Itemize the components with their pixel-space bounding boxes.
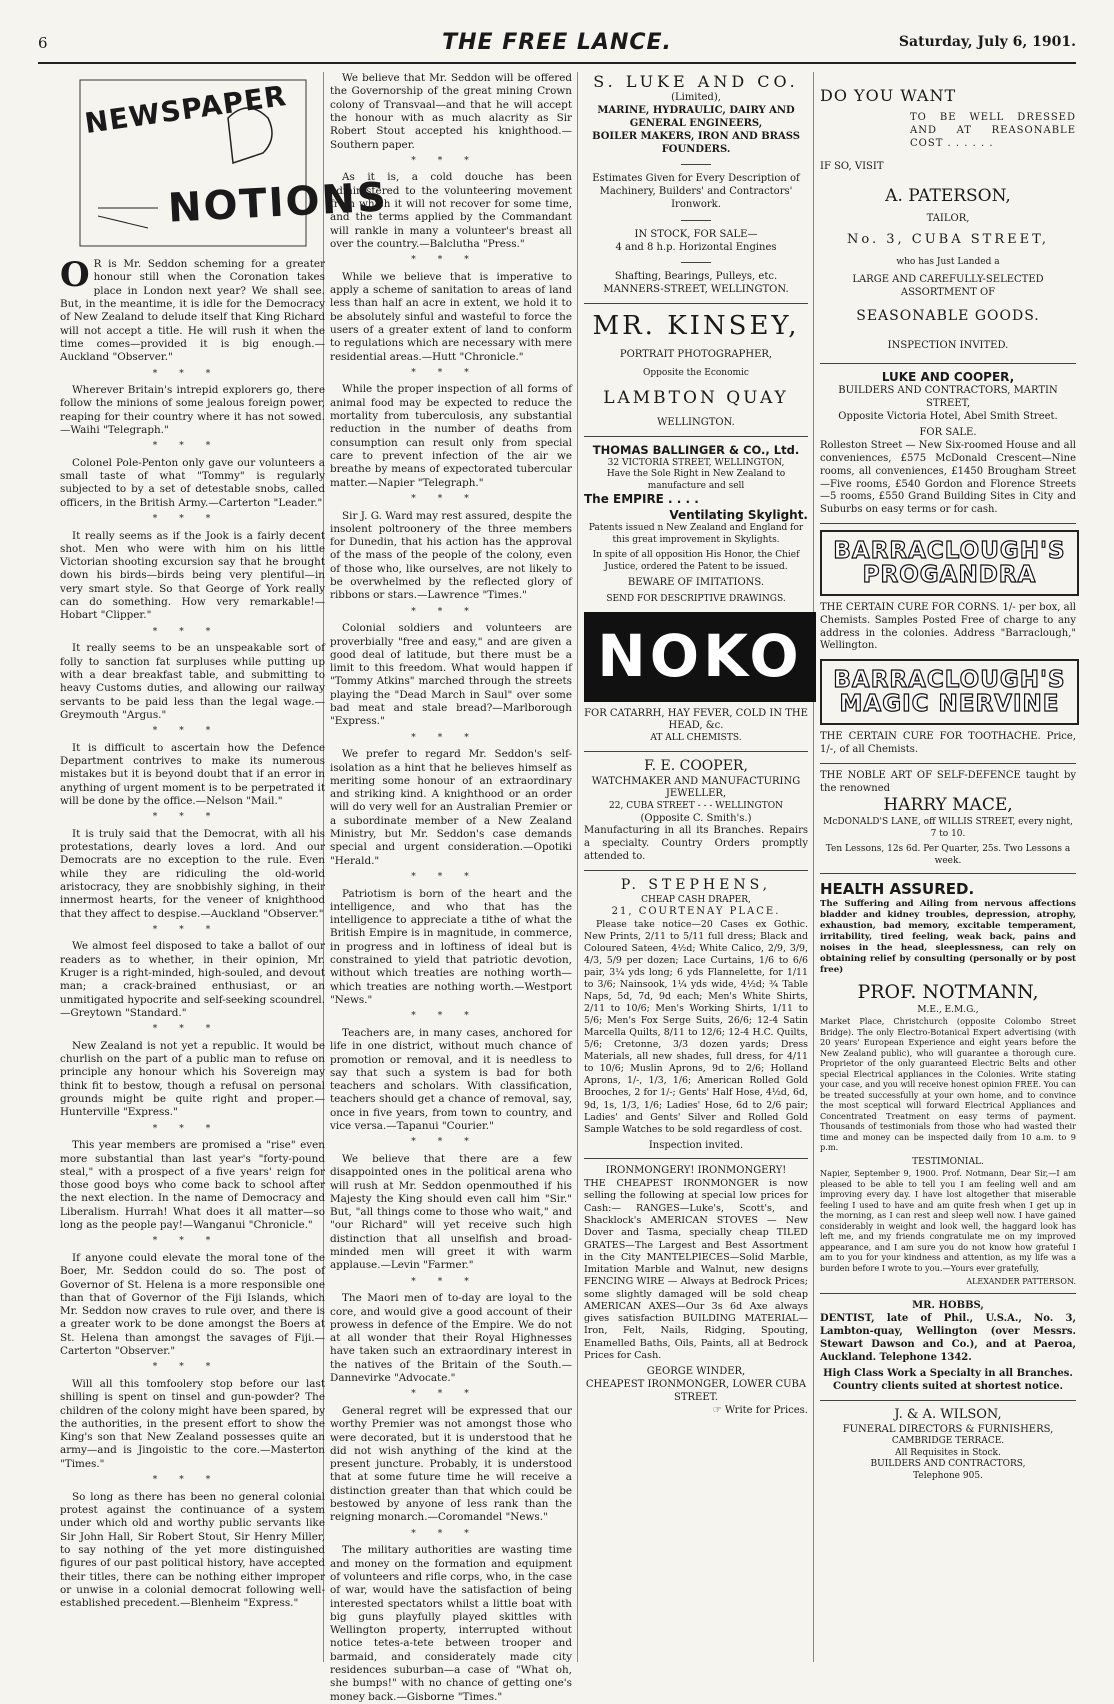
luke-ltd: (Limited),: [671, 92, 721, 104]
separator-stars: ***: [152, 1362, 233, 1373]
health-intro: The Suffering and Ailing from nervous affections bladder and kidney troubles, depression, atrophy, exhaustion, bad memory, excitable temperament, irritability, tired feeling, weak back, pains and noises in the head, sleeplessness, can rely on obtaining relief by consulting (personally or by post free): [820, 899, 1076, 976]
cooper-address: 22, CUBA STREET - - - WELLINGTON: [609, 801, 783, 812]
separator-stars: ***: [152, 1475, 233, 1486]
wilson-terrace: CAMBRIDGE TERRACE.: [891, 1436, 1005, 1447]
wilson-builders: BUILDERS AND CONTRACTORS,: [870, 1459, 1026, 1470]
luke-shafting: Shafting, Bearings, Pulleys, etc.: [614, 271, 778, 283]
wilson-name: J. & A. WILSON,: [894, 1407, 1002, 1422]
luke-line1: MARINE, HYDRAULIC, DAIRY AND GENERAL ENGINEERS,: [597, 105, 795, 130]
ballinger-address: 32 VICTORIA STREET, WELLINGTON,: [607, 457, 785, 468]
separator-stars: ***: [411, 872, 491, 883]
stephens-address: 21, COURTENAY PLACE.: [611, 906, 781, 918]
ballinger-patents: Patents issued n New Zealand and England for this great improvement in Skylights.: [588, 523, 804, 545]
iron-sub: CHEAPEST IRONMONGER, LOWER CUBA STREET.: [585, 1378, 807, 1403]
kinsey-quay: LAMBTON QUAY: [603, 387, 789, 408]
lc-body: BUILDERS AND CONTRACTORS, MARTIN STREET,: [838, 385, 1058, 409]
separator-stars: ***: [152, 726, 233, 737]
page-number: 6: [38, 34, 48, 52]
wilson-telephone: Telephone 905.: [913, 1470, 983, 1481]
article-paragraph: It is truly said that the Democrat, with all his protestations, dearly loves a lord. And our Democrats are no exception to the rule. Even while they are ridiculing the old-world aristocracy, they are snobbishly sighing, in their innermost hearts, for the veneer of knighthood that they affect to despise.—Auckland "Observer.": [60, 827, 325, 920]
article-paragraph: While we believe that is imperative to apply a scheme of sanitation to areas of land less than half an acre in extent, we hold it to be absolutely sinful and wasteful to force the users of a greater extent of land to conform to regulations which are necessary with mere residential areas.—Hutt "Chronicle.": [330, 270, 572, 363]
article-paragraph: While the proper inspection of all forms of animal food may be expected to reduce the mortality from tuberculosis, any substantial reduction in the number of deaths from consumption can result only from special care to prevent infection of the air we breathe by means of expectorated tubercular matter.—Napier "Telegraph.": [330, 383, 572, 489]
article-paragraph: Will all this tomfoolery stop before our last shilling is spent on tinsel and gun-powder? The children of the colony might have been spared, by the authorities, in the present effort to show the King's son that New Zealand possesses quite an army—and is Jingoistic to the core.—Masterton "Times.": [60, 1377, 325, 1470]
iron-body: THE CHEAPEST IRONMONGER is now selling the following at special low prices for Cash:— RANGES—Luke's, Scott's, and Shacklock's AMERICAN STOVES — New Dover and Tasma, specially cheap TILED GRATES—The Largest and Best Assortment in the City MANTELPIECES—Solid Marble, Imitation Marble and Walnut, new designs FENCING WIRE — Always at Bedrock Prices; some slightly damaged will be sold cheap AMERICAN AXES—Our 3s 6d Axe always gives satisfaction BUILDING MATERIAL—Iron, Felt, Nails, Ridging, Spouting, Enamelled Baths, Oils, Paints, all at Bedrock Prices for Cash.: [584, 1178, 808, 1361]
article-paragraph: Sir J. G. Ward may rest assured, despite the insolent poltroonery of the three members for Dunedin, that his action has the approval of the mass of the people of the colony, even of those who, like ourselves, are not likely to be overwhelmed by the reflected glory of ribbons or stars.—Lawrence "Times.": [330, 509, 572, 602]
wilson-requisites: All Requisites in Stock.: [895, 1447, 1001, 1458]
separator-stars: ***: [411, 1528, 491, 1539]
kinsey-city: WELLINGTON.: [657, 417, 735, 429]
paterson-name: A. PATERSON,: [885, 185, 1011, 206]
paterson-do: DO YOU WANT: [820, 86, 957, 105]
separator-stars: ***: [152, 368, 233, 379]
article-paragraph: This year members are promised a "rise" even more substantial than last year's "forty-pound steal," with a prospect of a five years' reign for those good boys who come back to school after the next election. In the name of Democracy and Liberalism. Hurrah! What does it all matter—so long as the people pay!—Wanganui "Chronicle.": [60, 1139, 325, 1232]
noko-at: AT ALL CHEMISTS.: [650, 733, 742, 744]
article-paragraph: We believe that there are a few disappointed ones in the political arena who will rush at Mr. Seddon openmouthed if his Majesty the King should even call him "Sir." But, "all things come to those who wait," and "our Richard" will yet receive such high distinction that all unselfish and broad-minded men will greet it with warm applause.—Levin "Farmer.": [330, 1152, 572, 1272]
article-paragraph: O R is Mr. Seddon scheming for a greater honour still when the Coronation takes place in London next year? We shall see. But, in the meantime, it is idle for the Democracy of New Zealand to delude itself that King Richard will not accept a title. He will rush it when the time comes—provided it is big enough.—Auckland "Observer.": [60, 255, 325, 364]
mace-lane: McDONALD'S LANE, off WILLIS STREET, every night, 7 to 10.: [823, 817, 1073, 839]
iron-write: ☞ Write for Prices.: [712, 1404, 808, 1416]
paterson-tailor: TAILOR,: [926, 213, 970, 225]
health-prof: PROF. NOTMANN,: [857, 981, 1039, 1004]
lc-sale: FOR SALE.: [919, 427, 977, 439]
barraclough-toothache: THE CERTAIN CURE FOR TOOTHACHE. Price, 1/-, of all Chemists.: [820, 731, 1076, 755]
luke-estimates: Estimates Given for Every Description of Machinery, Builders' and Contractors' Ironwork.: [592, 173, 800, 211]
ballinger-have: Have the Sole Right in New Zealand to manufacture and sell: [606, 469, 786, 491]
paterson-inspection: INSPECTION INVITED.: [887, 339, 1009, 351]
paterson-if: IF SO, VISIT: [820, 160, 884, 172]
barraclough-progandra-logo: BARRACLOUGH'S PROGANDRA: [820, 530, 1079, 596]
barraclough-nervine-logo: BARRACLOUGH'S MAGIC NERVINE: [820, 659, 1079, 725]
barraclough-corns: THE CERTAIN CURE FOR CORNS. 1/- per box, all Chemists. Samples Posted Free of charge to any address in the colonies. Address "Barraclough," Wellington.: [820, 601, 1076, 652]
column-2: [330, 72, 572, 1703]
ballinger-spite: In spite of all opposition His Honor, the Chief Justice, ordered the Patent to be issued.: [592, 550, 800, 572]
article-paragraph: Patriotism is born of the heart and the intelligence, and who that has the intelligence to appreciate a tithe of what the British Empire is in magnitude, in commerce, in progress and in loftiness of ideal but is constrained to yield that patriotic devotion, without which treaties are nothing worth—which treaties are nothing worth.—Westport "News.": [330, 887, 572, 1007]
health-signature: ALEXANDER PATTERSON.: [966, 1277, 1076, 1287]
hobbs-title: MR. HOBBS,: [912, 1300, 984, 1312]
ballinger-send: SEND FOR DESCRIPTIVE DRAWINGS.: [606, 594, 786, 604]
article-paragraph: New Zealand is not yet a republic. It would be churlish on the part of a public man to refuse on principle any honour which his Sovereign may think fit to bestow, though a refusal on personal grounds might be quite right and proper.—Hunterville "Express.": [60, 1039, 325, 1119]
column-3: [584, 72, 808, 1662]
separator-stars: ***: [411, 155, 491, 166]
paterson-dressed: TO BE WELL DRESSED AND AT REASONABLE COST . . . . . .: [910, 112, 1076, 150]
article-paragraph: Colonial soldiers and volunteers are proverbially "free and easy," and are given a good deal of latitude, but there must be a limit to this freedom. What would happen if "Tommy Atkins" marched through the streets playing the "Dead March in Saul" over some bad meat and stale bread?—Marlborough "Express.": [330, 622, 572, 728]
lc-title: LUKE AND COOPER,: [881, 369, 1015, 384]
stephens-body: Please take notice—20 Cases ex Gothic. New Prints, 2/11 to 5/11 full dress; Black and Coloured Sateen, 4½d; White Calico, 2/9, 3/9, 4/3, 5/9 per dozen; Lace Curtains, 1/6 to 6/6 pair, 3¼ yds long; 6 yds Flannelette, for 1/11 to 3/6; Nainsook, 1¼ yds wide, 4½d; ¾ Table Naps, 5d, 7d, 9d each; Men's White Shirts, 2/11 to 10/6; Men's Working Shirts, 1/11 to 5/6; Men's Fox Serge Suits, 26/6; 12-4 Satin Marcella Quilts, 8/11 to 12/6; 12-4 H.C. Quilts, 5/6; Cretonne, 3/3 dozen yards; Dress Materials, all new shades, full dress, for 4/11 to 10/6; Muslin Aprons, 9d to 2/6; Holland Aprons, 1/-, 1/3, 1/6; American Rolled Gold Brooches, 2 for 1/-; Gents' Half Hose, 4½d, 6d, 9d, 1s, 1/3, 1/6; Ladies' Hose, 6d to 2/6 pair; Ladies' and Gents' Silver and Rolled Gold Sample Watches to be sold regardless of cost.: [584, 919, 808, 1135]
article-paragraph: Colonel Pole-Penton only gave our volunteers a small taste of what "Tommy" is regularly subjected to by a set of detestable snobs, called officers, in the British Army.—Carterton "Leader.": [60, 456, 325, 509]
article-paragraph: The military authorities are wasting time and money on the formation and equipment of volunteers and rifle corps, who, in the case of war, would have the satisfaction of being interested spectators whilst a little boat with big guns playfully played skittles with Wellington property, interrupted without notice tetes-a-tete between trooper and barmaid, and considerately made city residences suburban—a case of "What oh, she bumps!" with no chance of getting one's money back.—Gisborne "Times.": [330, 1544, 572, 1703]
article-paragraph: Teachers are, in many cases, anchored for life in one district, without much chance of promotion or removal, and it is needless to say that such a system is bad for both teachers and scholars. With classification, teachers should get a chance of removal, say, once in five years, from town to country, and vice versa.—Tapanui "Courier.": [330, 1026, 572, 1133]
kinsey-name: MR. KINSEY,: [592, 311, 800, 342]
separator-stars: ***: [411, 1389, 491, 1400]
luke-stock: IN STOCK, FOR SALE—: [634, 228, 758, 240]
article-paragraph: General regret will be expressed that our worthy Premier was not amongst those who were decorated, but it is understood that he did not wish anything of the kind at the present juncture. Probably, it is understood that at some future time he will receive a distinction greater than that which could be bestowed by anyone of less rank than the reigning monarch.—Coromandel "News.": [330, 1404, 572, 1524]
luke-line2: BOILER MAKERS, IRON AND BRASS FOUNDERS.: [592, 130, 800, 155]
paterson-large: LARGE AND CAREFULLY-SELECTED ASSORTMENT OF: [852, 274, 1044, 299]
luke-name: S. LUKE AND CO.: [593, 72, 799, 91]
health-title: HEALTH ASSURED.: [820, 880, 975, 899]
separator-stars: ***: [152, 812, 233, 823]
ballinger-ventilating: Ventilating Skylight.: [669, 507, 808, 522]
separator-stars: ***: [411, 1276, 491, 1287]
ballinger-name: THOMAS BALLINGER & CO., Ltd.: [592, 443, 800, 458]
separator-stars: ***: [152, 514, 233, 525]
separator-stars: ***: [411, 1137, 491, 1148]
iron-title: IRONMONGERY! IRONMONGERY!: [605, 1165, 787, 1177]
separator-stars: ***: [411, 493, 491, 504]
separator-stars: ***: [152, 1024, 233, 1035]
stephens-inspection: Inspection invited.: [648, 1139, 744, 1151]
paterson-landed: who has Just Landed a: [896, 256, 1000, 267]
logo-word-newspaper: NEWSPAPER: [82, 79, 289, 141]
lc-opposite: Opposite Victoria Hotel, Abel Smith Street.: [838, 410, 1058, 422]
separator-stars: ***: [152, 626, 233, 637]
iron-name: GEORGE WINDER,: [646, 1366, 746, 1378]
article-paragraph: We believe that Mr. Seddon will be offered the Governorship of the great mining Crown colony of Transvaal—and that he will accept the honour with as much alacrity as Sir Robert Stout accepted his knighthood.—Southern paper.: [330, 72, 572, 151]
kinsey-role: PORTRAIT PHOTOGRAPHER,: [619, 349, 773, 361]
wilson-body: FUNERAL DIRECTORS & FURNISHERS,: [842, 1423, 1054, 1435]
stephens-name: P. STEPHENS,: [620, 876, 772, 893]
mace-art: THE NOBLE ART OF SELF-DEFENCE taught by the renowned: [820, 769, 1076, 794]
separator-stars: ***: [411, 606, 491, 617]
column-divider: [577, 72, 578, 1662]
health-degree: M.E., E.M.G.,: [917, 1004, 979, 1015]
mace-terms: Ten Lessons, 12s 6d. Per Quarter, 25s. Two Lessons a week.: [825, 844, 1071, 866]
ballinger-empire: The EMPIRE . . . .: [584, 492, 699, 507]
article-paragraph: As it is, a cold douche has been administered to the volunteering movement from which it will not recover for some time, and the terms applied by the Commandant will rankle in many a volunteer's breast all over the country.—Balclutha "Press.": [330, 171, 572, 250]
article-paragraph: We prefer to regard Mr. Seddon's self-isolation as a hint that he believes himself as meriting some honour of an extraordinary and striking kind. A knighthood or an order will do very well for an Australian Premier or a subordinate member of a New Zealand Ministry, but Mr. Seddon's case demands special and urgent consideration.—Opotiki "Herald.": [330, 748, 572, 867]
health-testimonial: TESTIMONIAL.: [912, 1156, 984, 1167]
column-1: [60, 72, 389, 1662]
separator-stars: ***: [152, 924, 233, 935]
separator-stars: ***: [152, 1123, 233, 1134]
cooper-body: WATCHMAKER AND MANUFACTURING JEWELLER,: [591, 775, 801, 800]
article-paragraph: It really seems as if the Jook is a fairly decent shot. Men who were with him on his little Victorian shooting excursion say that he brought down his birds—birds being very plentiful—in very smart style. So that George of York really can do something. How very remarkable!—Hobart "Clipper.": [60, 529, 325, 622]
column-4: [820, 72, 1076, 1662]
article-paragraph: We almost feel disposed to take a ballot of our readers as to whether, in their opinion, Mr. Kruger is a right-minded, high-souled, and devout man; a crack-brained enthusiast, or an unmitigated hypocrite and self-seeking scoundrel.—Greytown "Standard.": [60, 940, 325, 1019]
article-paragraph: So long as there has been no general colonial protest against the continuance of a system under which old and worthy public servants like Sir John Hall, Sir Robert Stout, Sir Henry Miller, to say nothing of the yet more distinguished figures of our past political history, have accepted their titles, there can be nothing either improper or unwise in a colonial democrat following well-established precedent.—Blenheim "Express.": [60, 1490, 325, 1610]
page-header: [38, 30, 1076, 56]
article-paragraph: Wherever Britain's intrepid explorers go, there follow the minions of some jealous foreign power, reaping for their country where it has not sowed.—Waihi "Telegraph.": [60, 384, 325, 436]
article-paragraph: If anyone could elevate the moral tone of the Boer, Mr. Seddon could do so. The post of Governor of St. Helena is a more responsible one than that of Governor of the Fiji Islands, which Mr. Seddon now craves to rule over, and there is a greater work to be done amongst the Boers at St. Helena than amongst the savages of Fiji.—Carterton "Observer.": [60, 1251, 325, 1358]
hobbs-body: DENTIST, late of Phil., U.S.A., No. 3, Lambton-quay, Wellington (over Messrs. Stewart Dawson and Co.), and at Paeroa, Auckland. Telephone 1342.: [820, 1313, 1076, 1363]
separator-stars: ***: [152, 441, 233, 452]
separator-stars: ***: [152, 1236, 233, 1247]
paterson-seasonable: SEASONABLE GOODS.: [856, 307, 1040, 324]
separator-stars: ***: [411, 1011, 491, 1022]
kinsey-opposite: Opposite the Economic: [643, 368, 749, 379]
separator-stars: ***: [411, 732, 491, 743]
article-paragraph: It is difficult to ascertain how the Defence Department contrives to make its numerous mistakes but it is beyond doubt that if an error in anything of urgent moment is to be perpetrated it will be done by the office.—Nelson "Mail.": [60, 741, 325, 807]
noko-logo: NOKO: [584, 612, 816, 702]
luke-engines: 4 and 8 h.p. Horizontal Engines: [615, 241, 777, 253]
cooper-name: F. E. COOPER,: [644, 757, 748, 774]
hobbs-high: High Class Work a Specialty in all Branches.: [823, 1368, 1073, 1380]
separator-stars: ***: [411, 367, 491, 378]
logo-word-notions: NOTIONS: [166, 174, 389, 232]
health-letter: Napier, September 9, 1900. Prof. Notmann, Dear Sir,—I am pleased to be able to tell you I am feeling well and am improving every day. I have lost altogether that miserable feeling I used to have and am quite fresh when I get up in the morning, as I can rest and sleep well now. I have gained considerably in weight and look well, the haggard look has left me, and my friends congratulate me on my improved appearance, and I am sure you do not know how grateful I am to you for your kindness and attention, as my life was a burden before I wrote to you.—Yours ever gratefully,: [820, 1168, 1076, 1273]
lc-list: Rolleston Street — New Six-roomed House and all conveniences, £575 McDonald Crescent—Nine rooms, all conveniences, £1450 Brougham Street—Five rooms, £540 Gordon and Florence Streets—5 rooms, £550 Grand Building Sites in City and Suburbs on easy terms or for cash.: [820, 440, 1076, 516]
header-rule: [38, 62, 1076, 64]
article-paragraph: The Maori men of to-day are loyal to the core, and would give a good account of their prowess in defence of the Empire. We do not at all wonder that their Royal Highnesses have taken such an extraordinary interest in the natives of the Britain of the South.—Dannevirke "Advocate.": [330, 1292, 572, 1385]
cooper-manufacturing: Manufacturing in all its Branches. Repairs a specialty. Country Orders promptly attended to.: [584, 825, 808, 863]
article-paragraph: It really seems to be an unspeakable sort of folly to sanction fat surpluses while putting up with a dear breakfast table, and submitting to heavy Customs duties, and allowing our railway servants to be paid less than the legal wage.—Greymouth "Argus.": [60, 642, 325, 721]
cooper-opposite: (Opposite C. Smith's.): [640, 812, 752, 824]
column-divider: [813, 72, 814, 1662]
separator-stars: ***: [411, 255, 491, 266]
mace-name: HARRY MACE,: [883, 795, 1013, 816]
stephens-draper: CHEAP CASH DRAPER,: [641, 894, 751, 905]
paterson-address: No. 3, CUBA STREET,: [847, 232, 1049, 248]
newspaper-notions-logo: [78, 78, 389, 248]
health-body: Market Place, Christchurch (opposite Colombo Street Bridge). The only Electro-Botanical Expert advertising (with 20 years' European Experience and eight years before the New Zealand public), who will guarantee a thorough cure. Proprietor of the only guaranteed Electric Belts and other special Electrical appliances in the Colonies. Write stating your case, and you will receive honest opinion FREE. You can be treated successfully at your own home, and to convince the most sceptical will forward Electrical Appliances and Concentrated Treatment on easy terms of payment. Thousands of testimonials from those who had wasted their time and money can be inspected daily from 10 a.m. to 9 p.m.: [820, 1016, 1076, 1153]
hobbs-country: Country clients suited at shortest notice.: [833, 1381, 1063, 1393]
noko-for: FOR CATARRH, HAY FEVER, COLD IN THE HEAD, &c.: [584, 707, 808, 732]
masthead: THE FREE LANCE.: [442, 30, 672, 55]
luke-address: MANNERS-STREET, WELLINGTON.: [603, 284, 789, 296]
issue-date: Saturday, July 6, 1901.: [898, 34, 1076, 50]
ballinger-beware: BEWARE OF IMITATIONS.: [627, 577, 765, 589]
drop-cap: O: [60, 255, 90, 295]
